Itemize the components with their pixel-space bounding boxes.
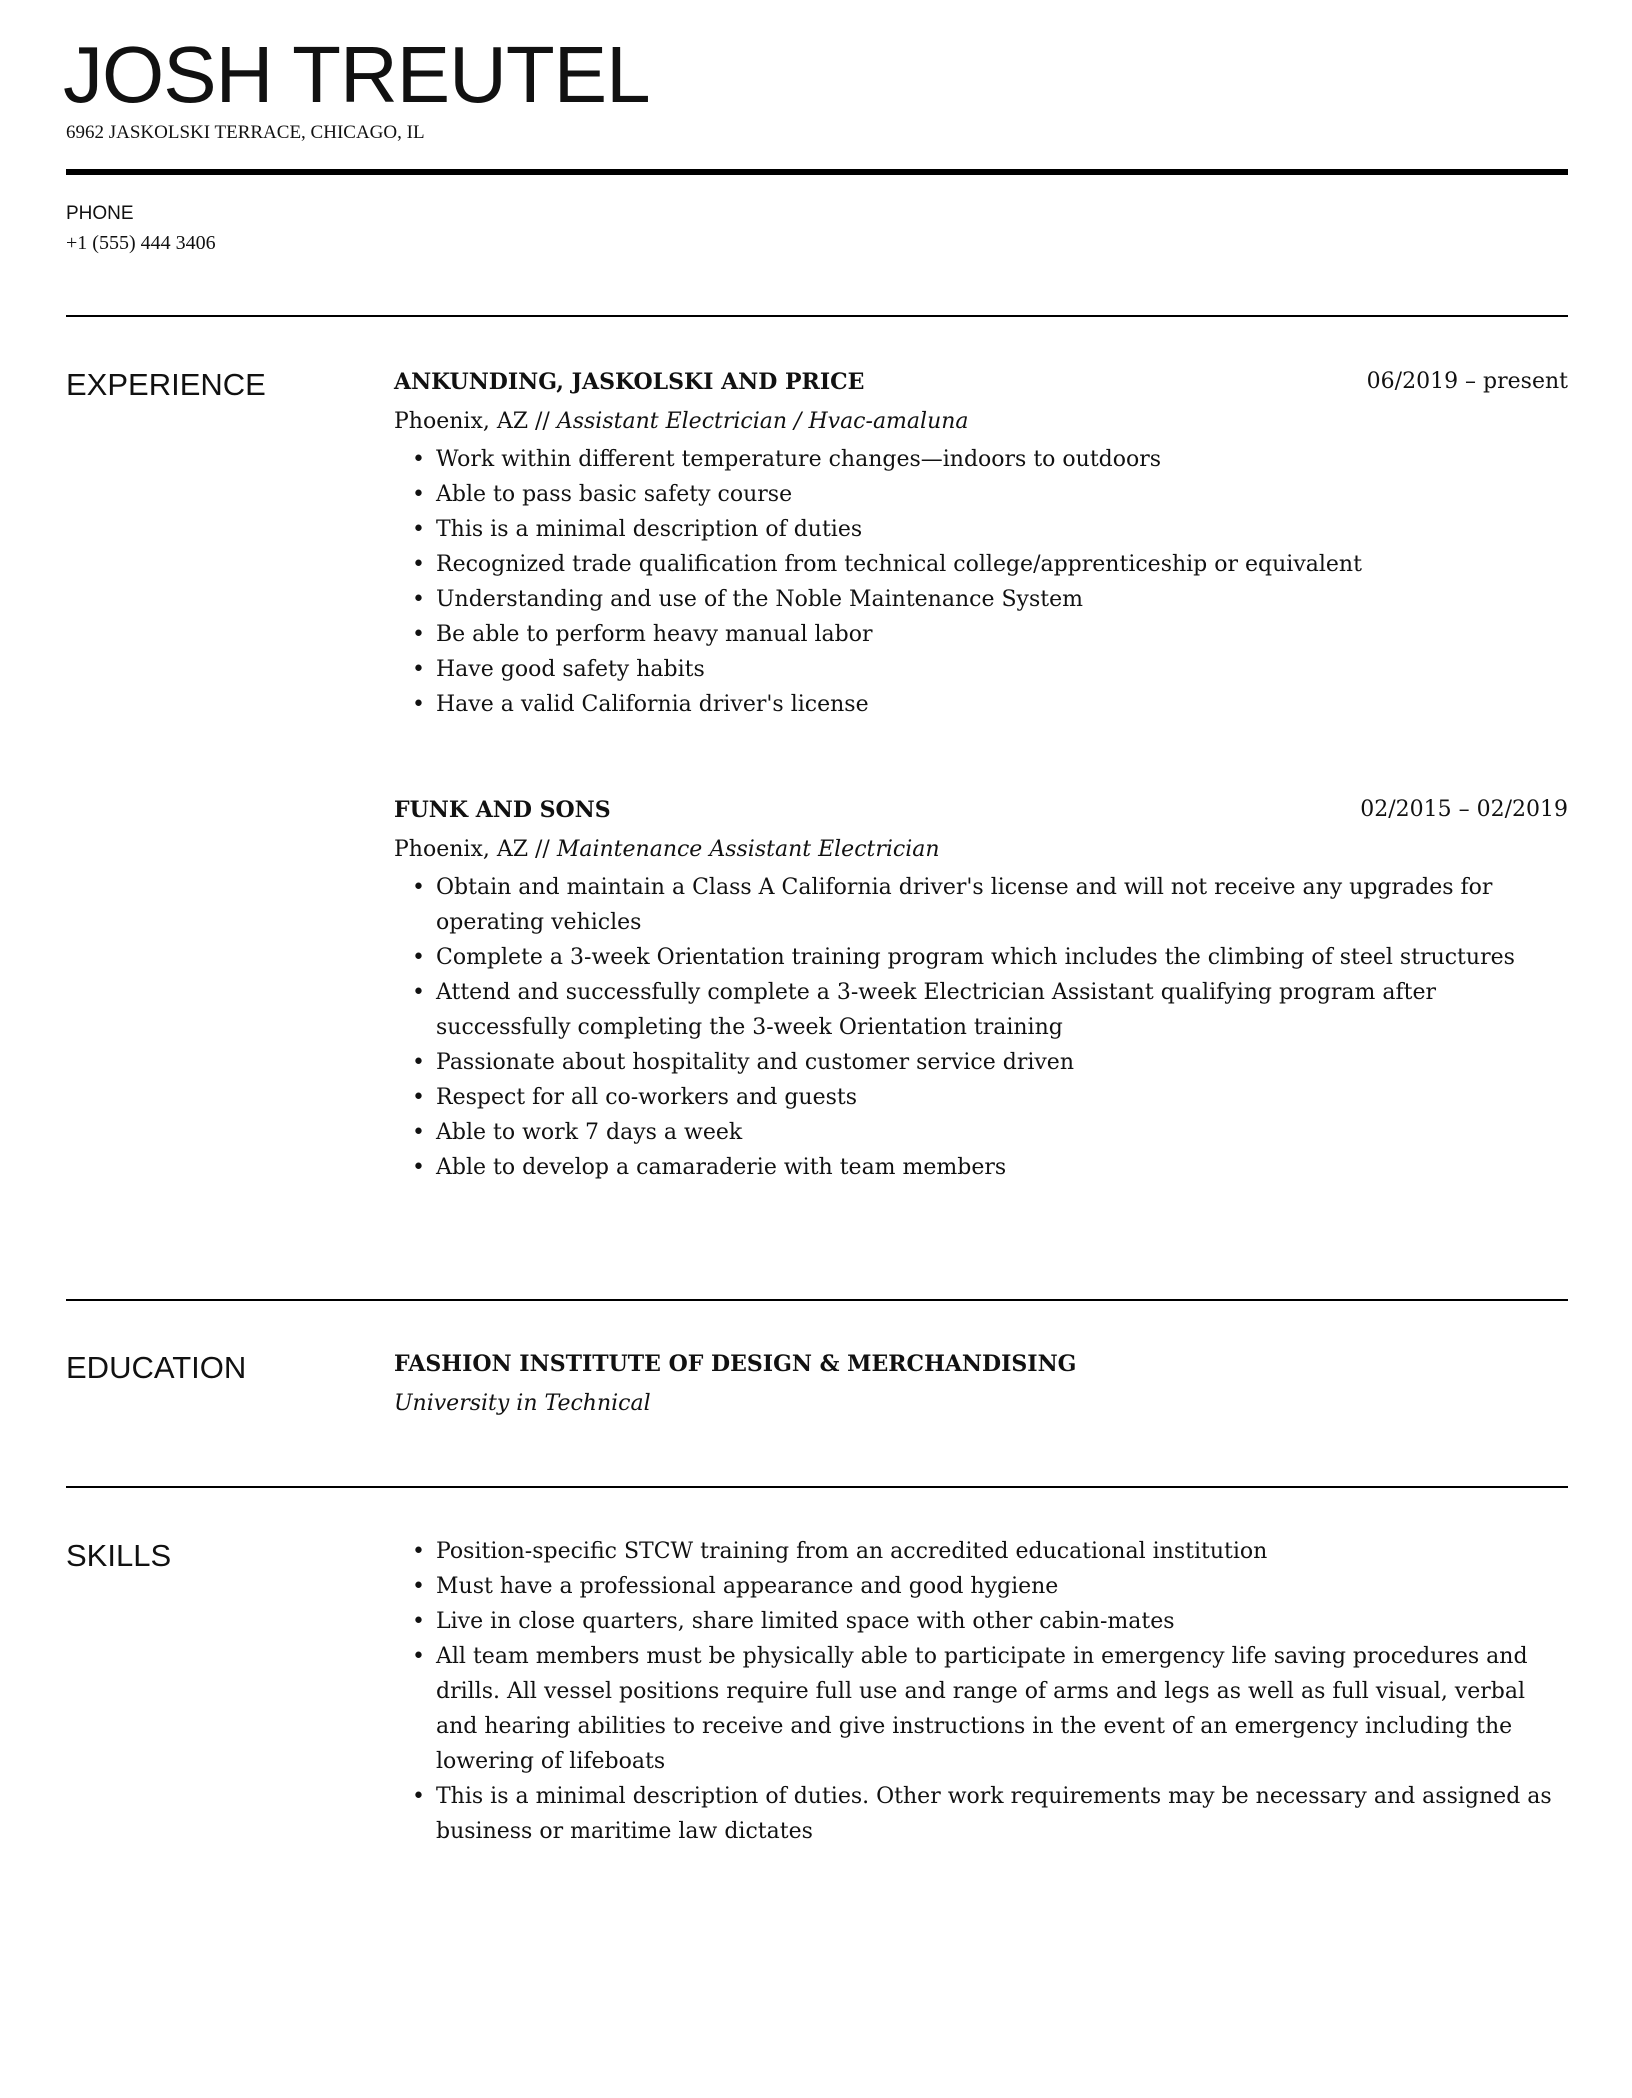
job-dates: 02/2015 – 02/2019	[1360, 797, 1568, 822]
skills-heading: SKILLS	[66, 1538, 172, 1573]
degree: University in Technical	[394, 1391, 651, 1416]
education-entry	[394, 1344, 1568, 1424]
list-item: • This is a minimal description of duties	[436, 512, 1568, 547]
job-title: Maintenance Assistant Electrician	[556, 837, 940, 862]
job-dates: 06/2019 – present	[1366, 369, 1568, 394]
experience-heading: EXPERIENCE	[66, 367, 266, 402]
school-name: FASHION INSTITUTE OF DESIGN & MERCHANDISING	[394, 1351, 1077, 1377]
list-item: • Able to work 7 days a week	[436, 1115, 1568, 1150]
list-item: • All team members must be physically able to participate in emergency life saving procedures and drills. All vessel positions require full use and range of arms and legs as well as full visual, verbal and hearing abilities to receive and give instructions in the event of an emergency including the lowering of lifeboats	[436, 1639, 1568, 1779]
list-item: • Have good safety habits	[436, 652, 1568, 687]
job-entry	[394, 790, 1568, 1185]
company-name: ANKUNDING, JASKOLSKI AND PRICE	[394, 369, 865, 395]
company-name: FUNK AND SONS	[394, 797, 611, 823]
list-item: • Live in close quarters, share limited space with other cabin-mates	[436, 1604, 1568, 1639]
list-item: • Be able to perform heavy manual labor	[436, 617, 1568, 652]
list-item: • Recognized trade qualification from technical college/apprenticeship or equivalent	[436, 547, 1568, 582]
header-divider	[66, 169, 1568, 175]
list-item: • Passionate about hospitality and customer service driven	[436, 1045, 1568, 1080]
list-item: • Complete a 3-week Orientation training program which includes the climbing of steel structures	[436, 940, 1568, 975]
address: 6962 JASKOLSKI TERRACE, CHICAGO, IL	[66, 122, 425, 143]
phone-label: PHONE	[66, 203, 134, 224]
job-location: Phoenix, AZ //	[394, 837, 557, 862]
job-title: Assistant Electrician / Hvac-amaluna	[556, 409, 969, 434]
list-item: • Must have a professional appearance and good hygiene	[436, 1569, 1568, 1604]
list-item: • Attend and successfully complete a 3-week Electrician Assistant qualifying program after successfully completing the 3-week Orientation training	[436, 975, 1568, 1045]
list-item: • Able to develop a camaraderie with team members	[436, 1150, 1568, 1185]
job-entry	[394, 362, 1568, 722]
job-bullets	[394, 442, 1568, 722]
job-bullets	[394, 870, 1568, 1185]
section-divider	[66, 1486, 1568, 1488]
candidate-name: JOSH TREUTEL	[63, 30, 650, 119]
list-item: • Understanding and use of the Noble Maintenance System	[436, 582, 1568, 617]
list-item: • This is a minimal description of duties. Other work requirements may be necessary and assigned as business or maritime law dictates	[436, 1779, 1568, 1849]
section-divider	[66, 315, 1568, 317]
list-item: • Work within different temperature changes—indoors to outdoors	[436, 442, 1568, 477]
list-item: • Respect for all co-workers and guests	[436, 1080, 1568, 1115]
phone-value: +1 (555) 444 3406	[66, 232, 216, 254]
job-location: Phoenix, AZ //	[394, 409, 557, 434]
skills-list	[394, 1534, 1568, 1849]
list-item: • Obtain and maintain a Class A California driver's license and will not receive any upgrades for operating vehicles	[436, 870, 1568, 940]
list-item: • Able to pass basic safety course	[436, 477, 1568, 512]
list-item: • Position-specific STCW training from an accredited educational institution	[436, 1534, 1568, 1569]
section-divider	[66, 1299, 1568, 1301]
list-item: • Have a valid California driver's license	[436, 687, 1568, 722]
education-heading: EDUCATION	[66, 1350, 247, 1385]
